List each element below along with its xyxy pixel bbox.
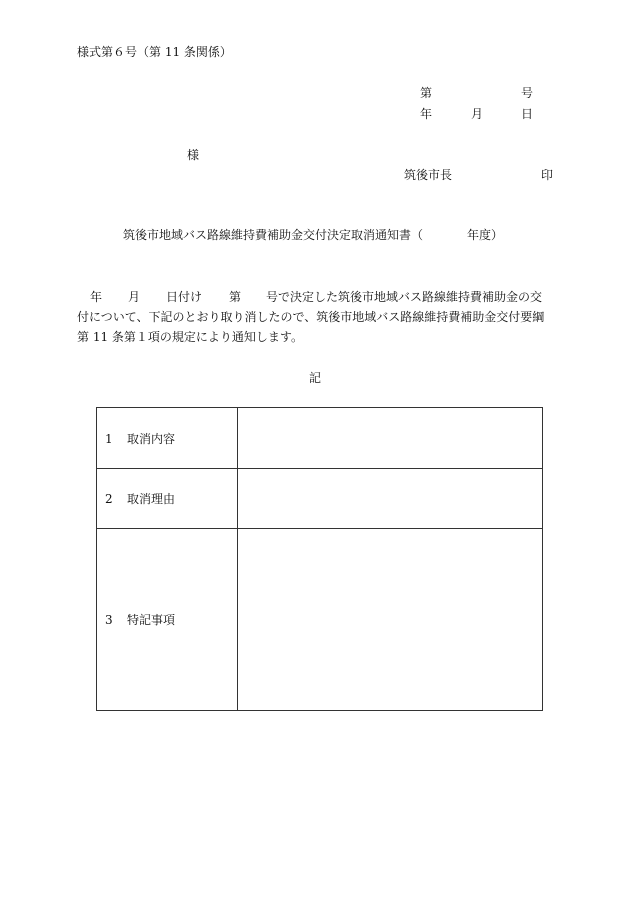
row-label-cancellation-reason bbox=[97, 469, 238, 529]
document-title: 筑後市地域バス路線維持費補助金交付決定取消通知書（ bbox=[123, 228, 424, 242]
row-label-special-notes bbox=[97, 529, 238, 711]
document-title-fiscal-year: 年度） bbox=[467, 228, 504, 242]
row-label-text: 取消内容 bbox=[127, 431, 176, 446]
row-number: 1 bbox=[105, 431, 113, 446]
date-month-label: 月 bbox=[471, 107, 484, 121]
row-value-cancellation-content bbox=[238, 408, 543, 469]
table-row bbox=[97, 408, 543, 469]
sender-title: 筑後市長 bbox=[404, 168, 453, 182]
body-line-1-text: 号で決定した筑後市地域バス路線維持費補助金の交 bbox=[266, 290, 543, 304]
row-label-cancellation-content bbox=[97, 408, 238, 469]
body-month-label: 月 bbox=[128, 290, 141, 304]
body-year-label: 年 bbox=[90, 290, 103, 304]
body-line-2: 付について、下記のとおり取り消したので、筑後市地域バス路線維持費補助金交付要綱 bbox=[77, 310, 545, 324]
row-label-text: 取消理由 bbox=[127, 492, 176, 506]
form-number: 様式第６号（第 11 条関係） bbox=[77, 45, 232, 59]
date-day-label: 日 bbox=[521, 107, 534, 121]
body-number-prefix: 第 bbox=[229, 290, 242, 304]
body-day-label: 日付け bbox=[166, 290, 203, 304]
record-table bbox=[96, 407, 543, 711]
row-value-special-notes bbox=[238, 529, 543, 711]
date-year-label: 年 bbox=[420, 107, 433, 121]
document-number-prefix: 第 bbox=[420, 86, 433, 100]
seal-mark: 印 bbox=[541, 168, 554, 182]
ki-heading: 記 bbox=[309, 371, 322, 385]
table-row bbox=[97, 529, 543, 711]
row-number: 3 bbox=[105, 613, 113, 627]
body-line-3: 第 11 条第１項の規定により通知します。 bbox=[77, 330, 303, 344]
row-value-cancellation-reason bbox=[238, 469, 543, 529]
row-number: 2 bbox=[105, 492, 113, 506]
row-label-text: 特記事項 bbox=[127, 613, 176, 627]
document-number-suffix: 号 bbox=[521, 86, 534, 100]
addressee-honorific: 様 bbox=[187, 148, 200, 162]
table-row bbox=[97, 469, 543, 529]
